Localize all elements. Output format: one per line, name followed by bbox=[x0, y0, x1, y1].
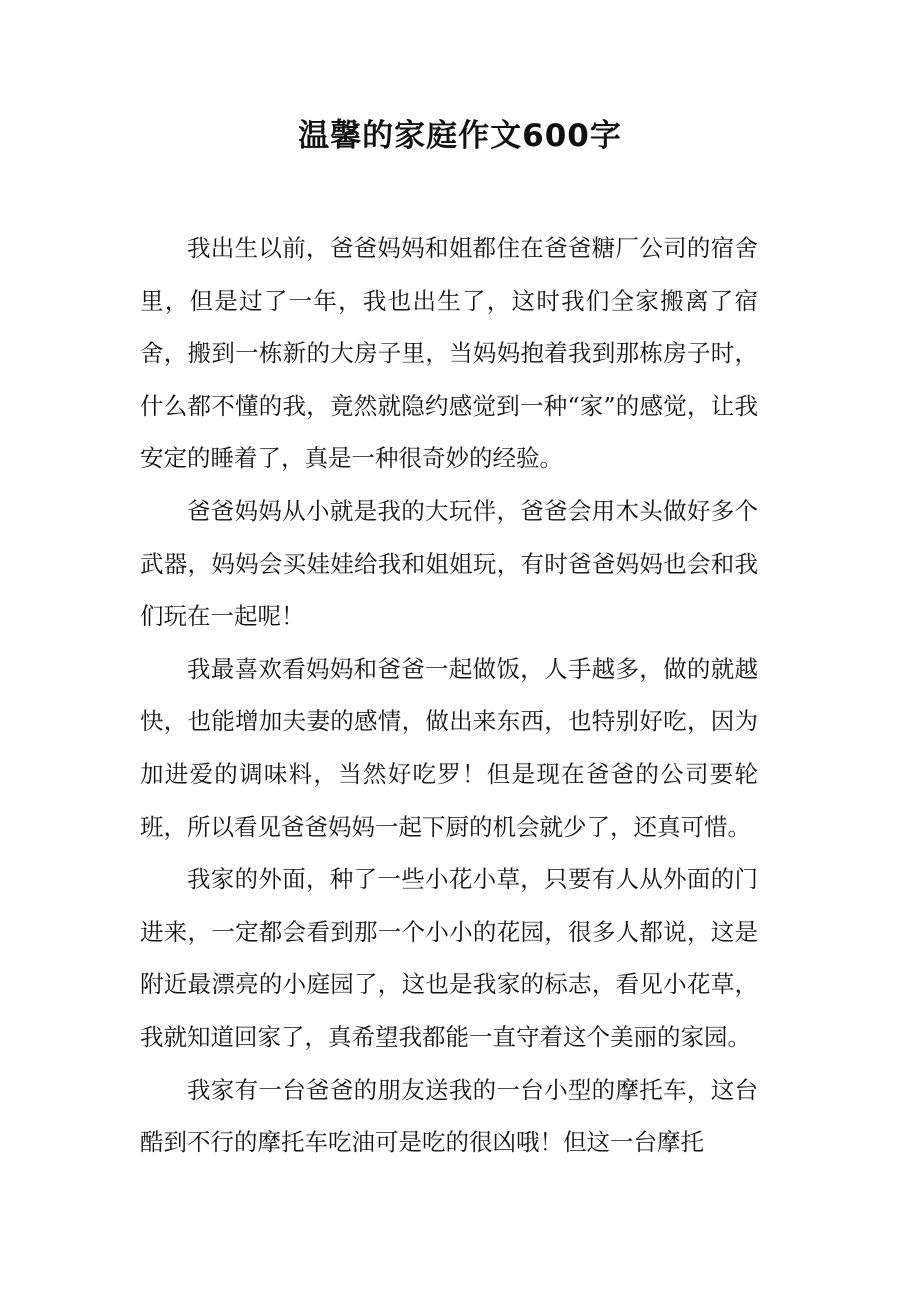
paragraph-3: 我最喜欢看妈妈和爸爸一起做饭，人手越多，做的就越快，也能增加夫妻的感情，做出来东西，也特别好吃，因为加进爱的调味料，当然好吃罗！但是现在爸爸的公司要轮班，所以看见爸爸妈妈一起下厨的机会就少了，还真可惜。 bbox=[140, 654, 758, 841]
document-body bbox=[140, 222, 758, 1169]
paragraph-1: 我出生以前，爸爸妈妈和姐都住在爸爸糖厂公司的宿舍里，但是过了一年，我也出生了，这时我们全家搬离了宿舍，搬到一栋新的大房子里，当妈妈抱着我到那栋房子时，什么都不懂的我，竟然就隐约感觉到一种“家”的感觉，让我安定的睡着了，真是一种很奇妙的经验。 bbox=[140, 234, 758, 473]
paragraph-5: 我家有一台爸爸的朋友送我的一台小型的摩托车，这台酷到不行的摩托车吃油可是吃的很凶哦！但这一台摩托 bbox=[140, 1075, 758, 1157]
paragraph-2: 爸爸妈妈从小就是我的大玩伴，爸爸会用木头做好多个武器，妈妈会买娃娃给我和姐姐玩，有时爸爸妈妈也会和我们玩在一起呢！ bbox=[140, 496, 758, 631]
document-title: 温馨的家庭作文600字 bbox=[298, 118, 622, 154]
paragraph-4: 我家的外面，种了一些小花小草，只要有人从外面的门进来，一定都会看到那一个小小的花园，很多人都说，这是附近最漂亮的小庭园了，这也是我家的标志，看见小花草，我就知道回家了，真希望我都能一直守着这个美丽的家园。 bbox=[140, 865, 758, 1051]
